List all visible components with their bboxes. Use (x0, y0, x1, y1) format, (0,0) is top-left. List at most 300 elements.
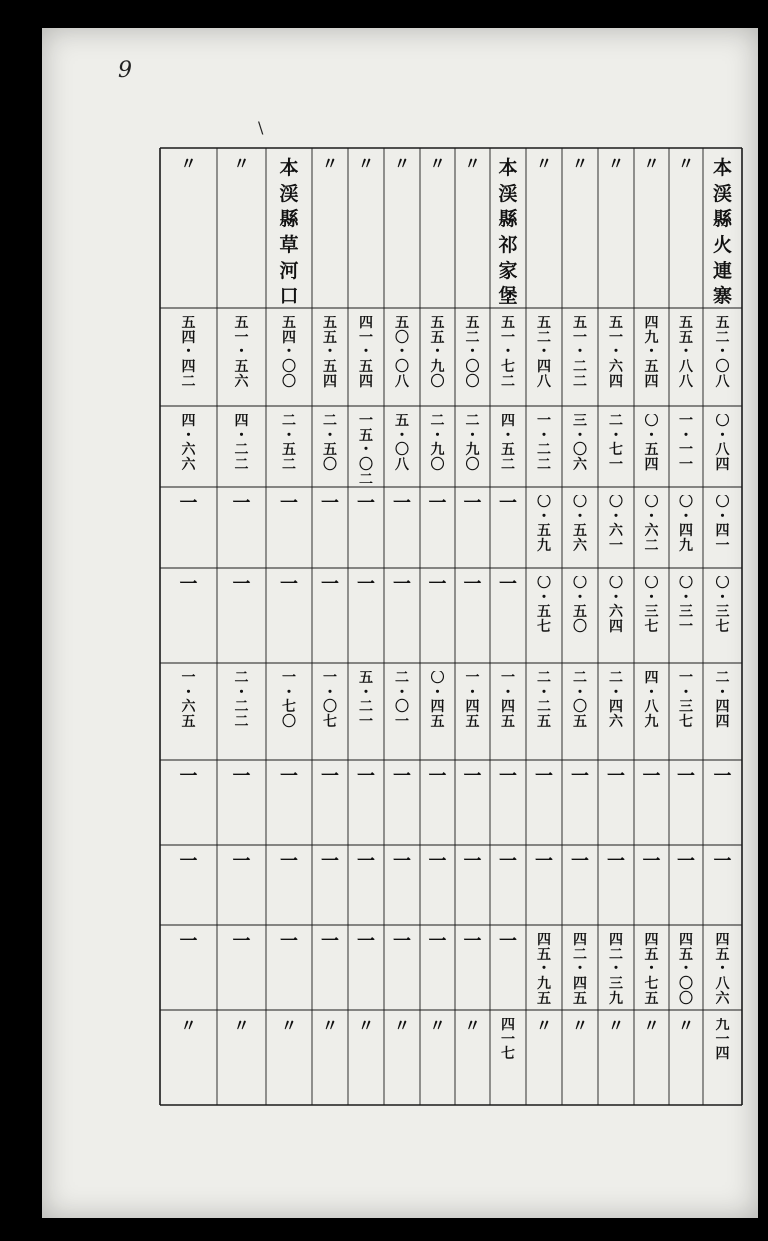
cell-glyph: 〇 (282, 359, 296, 376)
table-cell (704, 853, 741, 921)
table-cell (527, 316, 561, 402)
table-cell (313, 1018, 347, 1101)
cell-glyph: 一 (679, 414, 693, 429)
cell-glyph: 〇 (537, 576, 551, 591)
table-cell (563, 768, 597, 841)
cell-glyph: 二 (537, 699, 551, 716)
table-cell (635, 316, 668, 402)
cell-glyph: 連 (712, 259, 732, 282)
cell-glyph: 二 (395, 671, 409, 686)
cell-glyph: 二 (234, 442, 249, 459)
table-cell (670, 1018, 702, 1101)
cell-glyph: 二 (430, 414, 445, 429)
cell-glyph: 九 (644, 329, 659, 346)
cell-glyph: 四 (537, 933, 551, 948)
cell-glyph: 四 (359, 373, 373, 390)
cell-glyph: ・ (181, 344, 196, 361)
table-cell (267, 933, 311, 1006)
cell-glyph: 〇 (323, 699, 337, 716)
cell-glyph: 六 (644, 523, 659, 540)
cell-glyph: 一 (179, 768, 198, 787)
cell-glyph: 四 (679, 523, 693, 540)
cell-glyph: 五 (282, 316, 296, 331)
cell-glyph: 一 (535, 768, 553, 787)
cell-glyph: ・ (501, 684, 515, 701)
cell-glyph: 六 (234, 373, 249, 390)
cell-glyph: 七 (609, 442, 623, 459)
table-cell (349, 671, 383, 756)
table-cell (349, 768, 383, 841)
cell-glyph: 四 (181, 359, 196, 376)
table-cell (385, 576, 419, 659)
table-cell (491, 933, 525, 1006)
cell-glyph: ・ (609, 508, 623, 525)
table-cell (635, 853, 668, 921)
cell-glyph: 〇 (282, 714, 296, 731)
column-header (421, 156, 454, 304)
cell-glyph: 四 (465, 699, 480, 716)
cell-glyph: 一 (232, 853, 251, 872)
cell-glyph: 一 (679, 619, 693, 636)
cell-glyph: 一 (321, 933, 339, 952)
cell-glyph: 四 (715, 933, 730, 948)
cell-glyph: ・ (323, 684, 337, 701)
cell-glyph: 一 (321, 576, 339, 595)
cell-glyph: 四 (181, 414, 196, 429)
cell-glyph: 〇 (609, 495, 623, 510)
cell-glyph: 祁 (498, 233, 518, 256)
cell-glyph: 一 (463, 495, 482, 514)
cell-glyph: 一 (713, 853, 732, 872)
table-cell (267, 576, 311, 659)
table-cell (527, 933, 561, 1006)
table-cell (161, 316, 216, 402)
cell-glyph: 八 (679, 359, 693, 376)
table-cell (527, 768, 561, 841)
cell-glyph: 本 (712, 157, 732, 179)
cell-glyph: 五 (359, 359, 373, 376)
cell-glyph: 〇 (573, 442, 587, 459)
cell-glyph: 〃 (393, 1018, 410, 1035)
cell-glyph: 二 (465, 414, 480, 429)
cell-glyph: 一 (357, 933, 375, 952)
cell-glyph: 四 (644, 373, 659, 390)
cell-glyph: 〃 (321, 156, 338, 173)
cell-glyph: 九 (537, 976, 551, 993)
cell-glyph: 四 (715, 523, 730, 540)
cell-glyph: 一 (537, 414, 551, 429)
table-cell (704, 671, 741, 756)
table-cell (218, 316, 265, 402)
cell-glyph: 〇 (395, 442, 409, 459)
cell-glyph: 〇 (465, 359, 480, 376)
cell-glyph: 四 (609, 933, 623, 948)
cell-glyph: 〃 (677, 156, 694, 173)
table-cell (385, 853, 419, 921)
cell-glyph: 六 (609, 714, 623, 731)
cell-glyph: 八 (715, 442, 730, 459)
cell-glyph: 〃 (571, 1018, 588, 1035)
table-cell (421, 671, 454, 756)
cell-glyph: 一 (715, 1031, 730, 1048)
table-cell (421, 495, 454, 564)
cell-glyph: ・ (644, 589, 659, 606)
cell-glyph: ・ (609, 684, 623, 701)
cell-glyph: ・ (537, 961, 551, 978)
cell-glyph: 六 (609, 523, 623, 540)
column-header (349, 156, 383, 304)
cell-glyph: 一 (232, 576, 251, 595)
cell-glyph: 一 (677, 853, 695, 872)
cell-glyph: 八 (679, 373, 693, 390)
table-cell (599, 853, 633, 921)
table-cell (670, 853, 702, 921)
cell-glyph: 一 (321, 768, 339, 787)
cell-glyph: 五 (679, 946, 693, 963)
table-cell (218, 495, 265, 564)
table-cell (385, 1018, 419, 1101)
table-cell (313, 853, 347, 921)
cell-glyph: 六 (715, 990, 730, 1006)
cell-glyph: 一 (501, 1031, 515, 1048)
cell-glyph: 〇 (395, 329, 409, 346)
cell-glyph: 四 (644, 671, 659, 686)
cell-glyph: 一 (501, 671, 515, 686)
cell-glyph: 口 (279, 285, 299, 304)
cell-glyph: ・ (430, 427, 445, 444)
table-cell (456, 1018, 489, 1101)
table-cell (161, 414, 216, 483)
table-cell (491, 1018, 525, 1101)
table-cell (313, 768, 347, 841)
cell-glyph: 一 (280, 576, 298, 595)
cell-glyph: 〃 (233, 156, 250, 173)
table-cell (349, 933, 383, 1006)
table-cell (599, 933, 633, 1006)
cell-glyph: ・ (395, 344, 409, 361)
cell-glyph: 七 (501, 359, 515, 376)
cell-glyph: 五 (644, 946, 659, 963)
cell-glyph: 六 (609, 604, 623, 621)
table-cell (421, 853, 454, 921)
cell-glyph: 〃 (357, 1018, 374, 1035)
table-cell (349, 1018, 383, 1101)
cell-glyph: ・ (395, 684, 409, 701)
table-cell (670, 671, 702, 756)
cell-glyph: ・ (234, 344, 249, 361)
cell-glyph: 五 (395, 414, 409, 429)
table-cell (599, 495, 633, 564)
cell-glyph: 一 (642, 768, 661, 787)
cell-glyph: ・ (573, 508, 587, 525)
cell-glyph: ・ (644, 508, 659, 525)
cell-glyph: 〃 (357, 156, 374, 173)
cell-glyph: 渓 (279, 182, 299, 205)
cell-glyph: 五 (359, 671, 373, 686)
cell-glyph: ・ (609, 344, 623, 361)
cell-glyph: 〇 (715, 495, 730, 510)
cell-glyph: 一 (535, 853, 553, 872)
cell-glyph: 七 (644, 976, 659, 993)
column-header (704, 156, 741, 304)
table-cell (670, 768, 702, 841)
cell-glyph: 五 (395, 316, 409, 331)
table-cell (563, 414, 597, 483)
cell-glyph: 一 (393, 576, 411, 595)
table-cell (218, 1018, 265, 1101)
cell-glyph: ・ (679, 344, 693, 361)
cell-glyph: 一 (642, 853, 661, 872)
cell-glyph: 一 (499, 576, 517, 595)
cell-glyph: 一 (463, 576, 482, 595)
table-cell (670, 316, 702, 402)
cell-glyph: 三 (573, 414, 587, 429)
cell-glyph: 二 (234, 714, 249, 731)
cell-glyph: ・ (679, 508, 693, 525)
cell-glyph: 〇 (359, 457, 373, 474)
table-cell (421, 933, 454, 1006)
cell-glyph: 四 (609, 373, 623, 390)
table-cell (527, 671, 561, 756)
column-header (635, 156, 668, 304)
cell-glyph: 寨 (712, 285, 732, 304)
cell-glyph: 八 (395, 373, 409, 390)
cell-glyph: 二 (501, 373, 515, 390)
cell-glyph: 二 (609, 671, 623, 686)
table-cell (385, 414, 419, 483)
cell-glyph: 五 (715, 316, 730, 331)
cell-glyph: 〇 (465, 373, 480, 390)
table-cell (385, 495, 419, 564)
cell-glyph: ・ (537, 684, 551, 701)
cell-glyph: 一 (499, 768, 517, 787)
cell-glyph: 〇 (679, 990, 693, 1006)
table-cell (563, 853, 597, 921)
cell-glyph: 二 (359, 471, 373, 483)
table-cell (456, 576, 489, 659)
cell-glyph: 四 (573, 933, 587, 948)
cell-glyph: 五 (537, 523, 551, 540)
cell-glyph: 一 (282, 671, 296, 686)
cell-glyph: 二 (573, 359, 587, 376)
table-cell (527, 576, 561, 659)
cell-glyph: 四 (644, 933, 659, 948)
cell-glyph: 五 (715, 946, 730, 963)
cell-glyph: ・ (537, 508, 551, 525)
cell-glyph: 〇 (465, 457, 480, 474)
table-cell (704, 316, 741, 402)
cell-glyph: 二 (234, 671, 249, 686)
table-cell (385, 316, 419, 402)
table-cell (491, 316, 525, 402)
table-cell (313, 414, 347, 483)
cell-glyph: 五 (323, 442, 337, 459)
cell-glyph: ・ (359, 442, 373, 459)
cell-glyph: ・ (430, 684, 445, 701)
cell-glyph: 〃 (393, 156, 410, 173)
cell-glyph: 〇 (573, 699, 587, 716)
cell-glyph: 渓 (498, 182, 518, 205)
cell-glyph: 五 (609, 316, 623, 331)
cell-glyph: 〇 (430, 671, 445, 686)
cell-glyph: 〃 (180, 156, 197, 173)
cell-glyph: 五 (465, 316, 480, 331)
cell-glyph: 〃 (429, 156, 446, 173)
cell-glyph: 四 (573, 976, 587, 993)
cell-glyph: 二 (573, 373, 587, 390)
page-number: 9 (118, 58, 132, 83)
table-cell (670, 576, 702, 659)
cell-glyph: ・ (609, 427, 623, 444)
cell-glyph: 一 (359, 329, 373, 346)
table-cell (563, 1018, 597, 1101)
cell-glyph: 一 (713, 768, 732, 787)
cell-glyph: 九 (609, 990, 623, 1006)
cell-glyph: 〇 (430, 457, 445, 474)
cell-glyph: 九 (715, 1018, 730, 1033)
cell-glyph: 〃 (464, 1018, 481, 1035)
table-cell (635, 671, 668, 756)
cell-glyph: 五 (181, 316, 196, 331)
table-cell (456, 853, 489, 921)
cell-glyph: ・ (573, 684, 587, 701)
cell-glyph: 五 (359, 427, 373, 444)
cell-glyph: 一 (573, 329, 587, 346)
cell-glyph: 一 (393, 853, 411, 872)
table-cell (704, 414, 741, 483)
table-cell (491, 576, 525, 659)
table-cell (421, 576, 454, 659)
cell-glyph: ・ (573, 427, 587, 444)
cell-glyph: 〃 (643, 156, 660, 173)
cell-glyph: 一 (179, 933, 198, 952)
table-cell (563, 933, 597, 1006)
cell-glyph: 二 (573, 946, 587, 963)
cell-glyph: 一 (357, 768, 375, 787)
cell-glyph: 二 (234, 457, 249, 474)
cell-glyph: 家 (498, 259, 518, 282)
table-cell (704, 576, 741, 659)
column-header (491, 156, 525, 304)
cell-glyph: 一 (359, 714, 373, 731)
table-cell (218, 414, 265, 483)
table-cell (456, 495, 489, 564)
cell-glyph: 五 (537, 714, 551, 731)
table-cell (267, 671, 311, 756)
cell-glyph: 一 (181, 671, 196, 686)
table-cell (349, 495, 383, 564)
cell-glyph: 一 (321, 495, 339, 514)
cell-glyph: 八 (715, 976, 730, 993)
cell-glyph: ・ (501, 427, 515, 444)
cell-glyph: 五 (644, 990, 659, 1006)
cell-glyph: 〃 (607, 156, 624, 173)
table-cell (704, 1018, 741, 1101)
cell-glyph: 一 (609, 329, 623, 346)
cell-glyph: 一 (232, 495, 251, 514)
cell-glyph: 五 (234, 316, 249, 331)
cell-glyph: 一 (501, 329, 515, 346)
cell-glyph: 五 (323, 359, 337, 376)
cell-glyph: ・ (395, 427, 409, 444)
cell-glyph: 一 (571, 853, 589, 872)
cell-glyph: ・ (573, 344, 587, 361)
cell-glyph: ・ (181, 684, 196, 701)
cell-glyph: 五 (501, 442, 515, 459)
cell-glyph: 一 (280, 495, 298, 514)
cell-glyph: 三 (644, 604, 659, 621)
cell-glyph: 二 (537, 442, 551, 459)
cell-glyph: 草 (279, 233, 299, 256)
table-cell (491, 853, 525, 921)
cell-glyph: 二 (609, 946, 623, 963)
cell-glyph: ・ (359, 344, 373, 361)
cell-glyph: ・ (234, 427, 249, 444)
cell-glyph: 九 (430, 442, 445, 459)
table-cell (385, 768, 419, 841)
table-cell (218, 933, 265, 1006)
cell-glyph: 六 (573, 457, 587, 474)
cell-glyph: ・ (323, 427, 337, 444)
cell-glyph: 五 (501, 714, 515, 731)
cell-glyph: 二 (537, 671, 551, 686)
table-cell (218, 671, 265, 756)
cell-glyph: 一 (463, 853, 482, 872)
table-cell (491, 671, 525, 756)
table-cell (313, 933, 347, 1006)
cell-glyph: ・ (323, 344, 337, 361)
cell-glyph: 〇 (715, 359, 730, 376)
cell-glyph: 一 (428, 768, 447, 787)
table-cell (161, 671, 216, 756)
cell-glyph: 四 (501, 1018, 515, 1033)
cell-glyph: 二 (282, 414, 296, 429)
cell-glyph: 〃 (607, 1018, 624, 1035)
cell-glyph: 〃 (464, 156, 481, 173)
cell-glyph: 四 (282, 329, 296, 346)
cell-glyph: 二 (359, 699, 373, 716)
cell-glyph: 〇 (282, 373, 296, 390)
column-header (563, 156, 597, 304)
table-cell (635, 414, 668, 483)
table-cell (635, 933, 668, 1006)
table-cell (161, 933, 216, 1006)
cell-glyph: ・ (573, 961, 587, 978)
cell-glyph: 五 (234, 359, 249, 376)
cell-glyph: 〇 (537, 495, 551, 510)
cell-glyph: 一 (428, 933, 447, 952)
table-cell (161, 768, 216, 841)
table-cell (599, 671, 633, 756)
cell-glyph: 〃 (280, 1018, 297, 1035)
cell-glyph: ・ (644, 427, 659, 444)
cell-glyph: ・ (679, 684, 693, 701)
column-header (599, 156, 633, 304)
column-header (527, 156, 561, 304)
cell-glyph: 堡 (498, 285, 518, 304)
table-cell (218, 853, 265, 921)
cell-glyph: 三 (679, 699, 693, 716)
cell-glyph: 五 (537, 946, 551, 963)
cell-glyph: 一 (393, 933, 411, 952)
cell-glyph: 縣 (712, 208, 732, 231)
table-cell (161, 576, 216, 659)
table-cell (563, 671, 597, 756)
cell-glyph: 一 (428, 853, 447, 872)
table-cell (385, 671, 419, 756)
cell-glyph: 五 (573, 714, 587, 731)
cell-glyph: 四 (501, 414, 515, 429)
